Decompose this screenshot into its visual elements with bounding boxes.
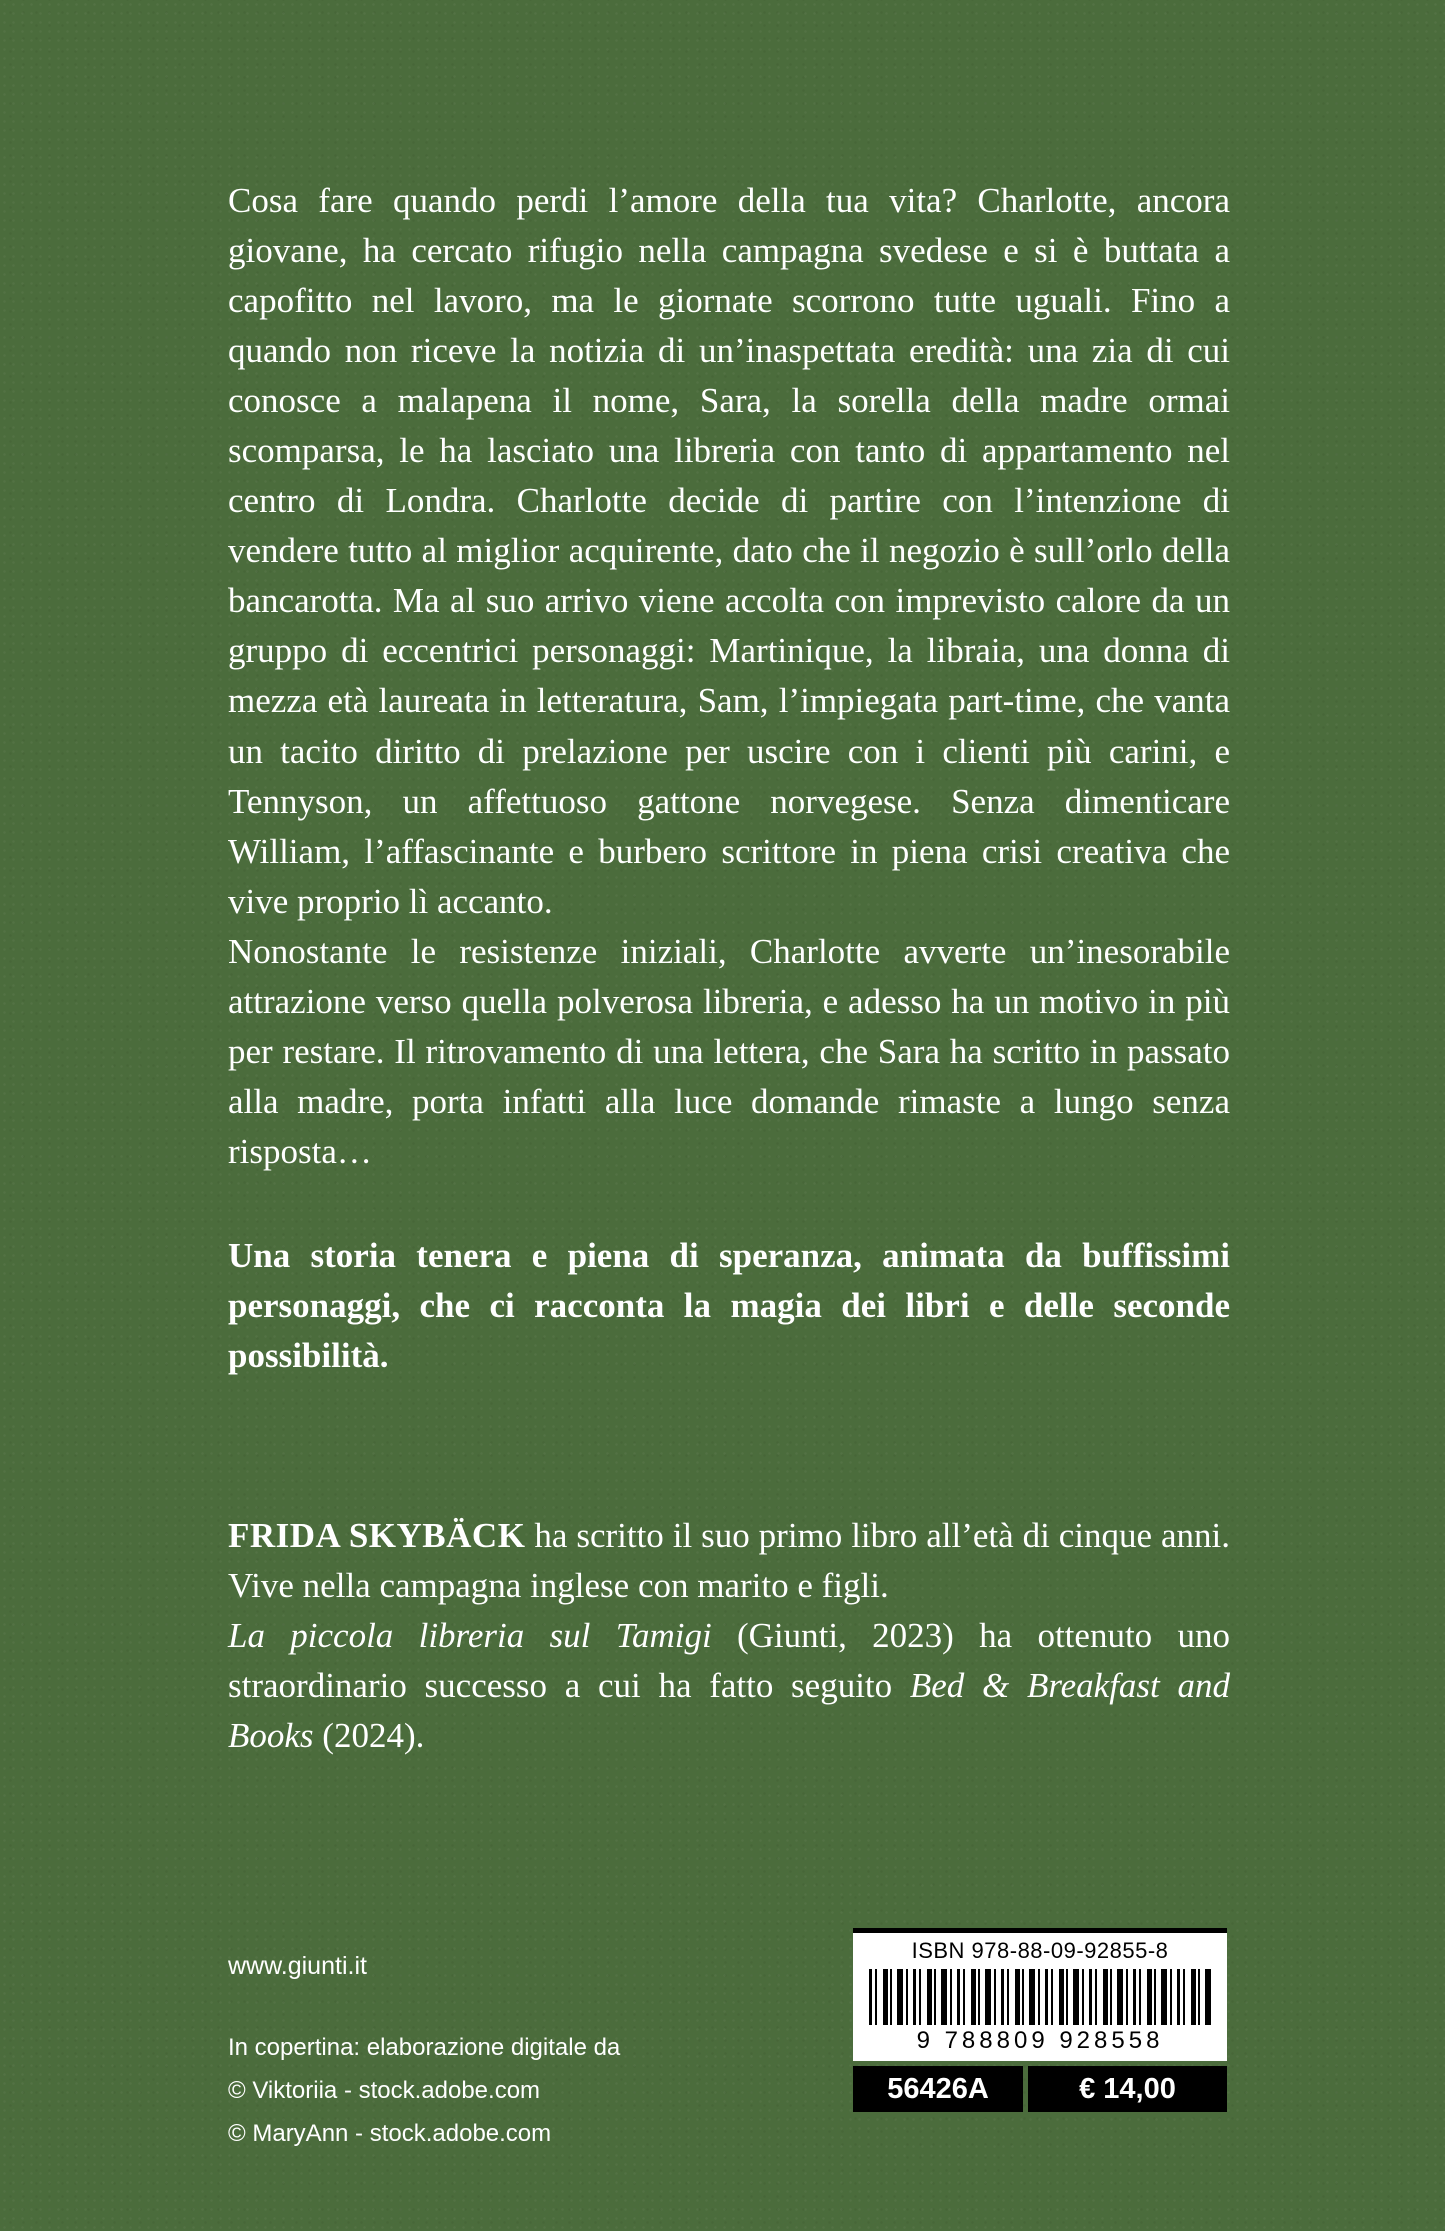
blurb-section bbox=[228, 176, 1230, 1761]
barcode-block bbox=[853, 1928, 1227, 2112]
cover-credit-line-2: © Viktoriia - stock.adobe.com bbox=[228, 2077, 541, 2104]
author-bio bbox=[228, 1511, 1230, 1761]
cover-credit-line-1: In copertina: elaborazione digitale da bbox=[228, 2034, 621, 2061]
blurb-paragraph-1: Cosa fare quando perdi l’amore della tua vita? Charlotte, ancora giovane, ha cercato rifugio nella campagna svedese e si è buttata a capofitto nel lavoro, ma le giornate scorrono tutte uguali. Fino a quando non riceve la notizia di un’inaspettata eredità: una zia di cui conosce a malapena il nome, Sara, la sorella della madre ormai scomparsa, le ha lasciato una libreria con tanto di appartamento nel centro di Londra. Charlotte decide di partire con l’intenzione di vendere tutto al miglior acquirente, dato che il negozio è sull’orlo della bancarotta. Ma al suo arrivo viene accolta con imprevisto calore da un gruppo di eccentrici personaggi: Martinique, la libraia, una donna di mezza età laureata in letteratura, Sam, l’impiegata part-time, che vanta un tacito diritto di prelazione per uscire con i clienti più carini, e Tennyson, un affettuoso gattone norvegese. Senza dimenticare William, l’affascinante e burbero scrittore in piena crisi creativa che vive proprio lì accanto. bbox=[228, 181, 1230, 921]
price: € 14,00 bbox=[1028, 2066, 1227, 2112]
author-bio-text-2: (Giunti, 2023) ha ottenuto uno straordinario successo a cui ha fatto seguito bbox=[228, 1616, 1230, 1706]
isbn-label: ISBN 978-88-09-92855-8 bbox=[911, 1938, 1169, 1963]
price-strip bbox=[853, 2066, 1227, 2112]
author-bio-text-1: ha scritto il suo primo libro all’età di cinque anni. Vive nella campagna inglese con marito e figli. bbox=[228, 1516, 1230, 1606]
author-bio-paragraph-1 bbox=[228, 1511, 1230, 1611]
author-bio-paragraph-2 bbox=[228, 1611, 1230, 1761]
barcode-digits: 9 788809 928558 bbox=[916, 2027, 1164, 2054]
author-bio-text-3: (2024). bbox=[313, 1716, 425, 1756]
edition-code: 56426A bbox=[853, 2066, 1023, 2112]
book-title-2: Bed & Breakfast and Books bbox=[228, 1666, 1230, 1756]
author-name: FRIDA SKYBÄCK bbox=[228, 1516, 526, 1556]
publisher-website: www.giunti.it bbox=[228, 1952, 367, 1980]
ean-barcode bbox=[869, 1969, 1211, 2025]
tagline-paragraph: Una storia tenera e piena di speranza, animata da buffissimi personaggi, che ci racconta la magia dei libri e delle seconde possibilità. bbox=[228, 1235, 1230, 1376]
blurb-paragraph-2: Nonostante le resistenze iniziali, Charlotte avverte un’inesorabile attrazione verso quella polverosa libreria, e adesso ha un motivo in più per restare. Il ritrovamento di una lettera, che Sara ha scritto in passato alla madre, porta infatti alla luce domande rimaste a lungo senza risposta… bbox=[228, 931, 1230, 1171]
cover-credit-line-3: © MaryAnn - stock.adobe.com bbox=[228, 2120, 552, 2147]
barcode-box bbox=[853, 1928, 1227, 2061]
cover-credits bbox=[228, 2026, 620, 2155]
book-title-1: La piccola libreria sul Tamigi bbox=[228, 1616, 712, 1656]
